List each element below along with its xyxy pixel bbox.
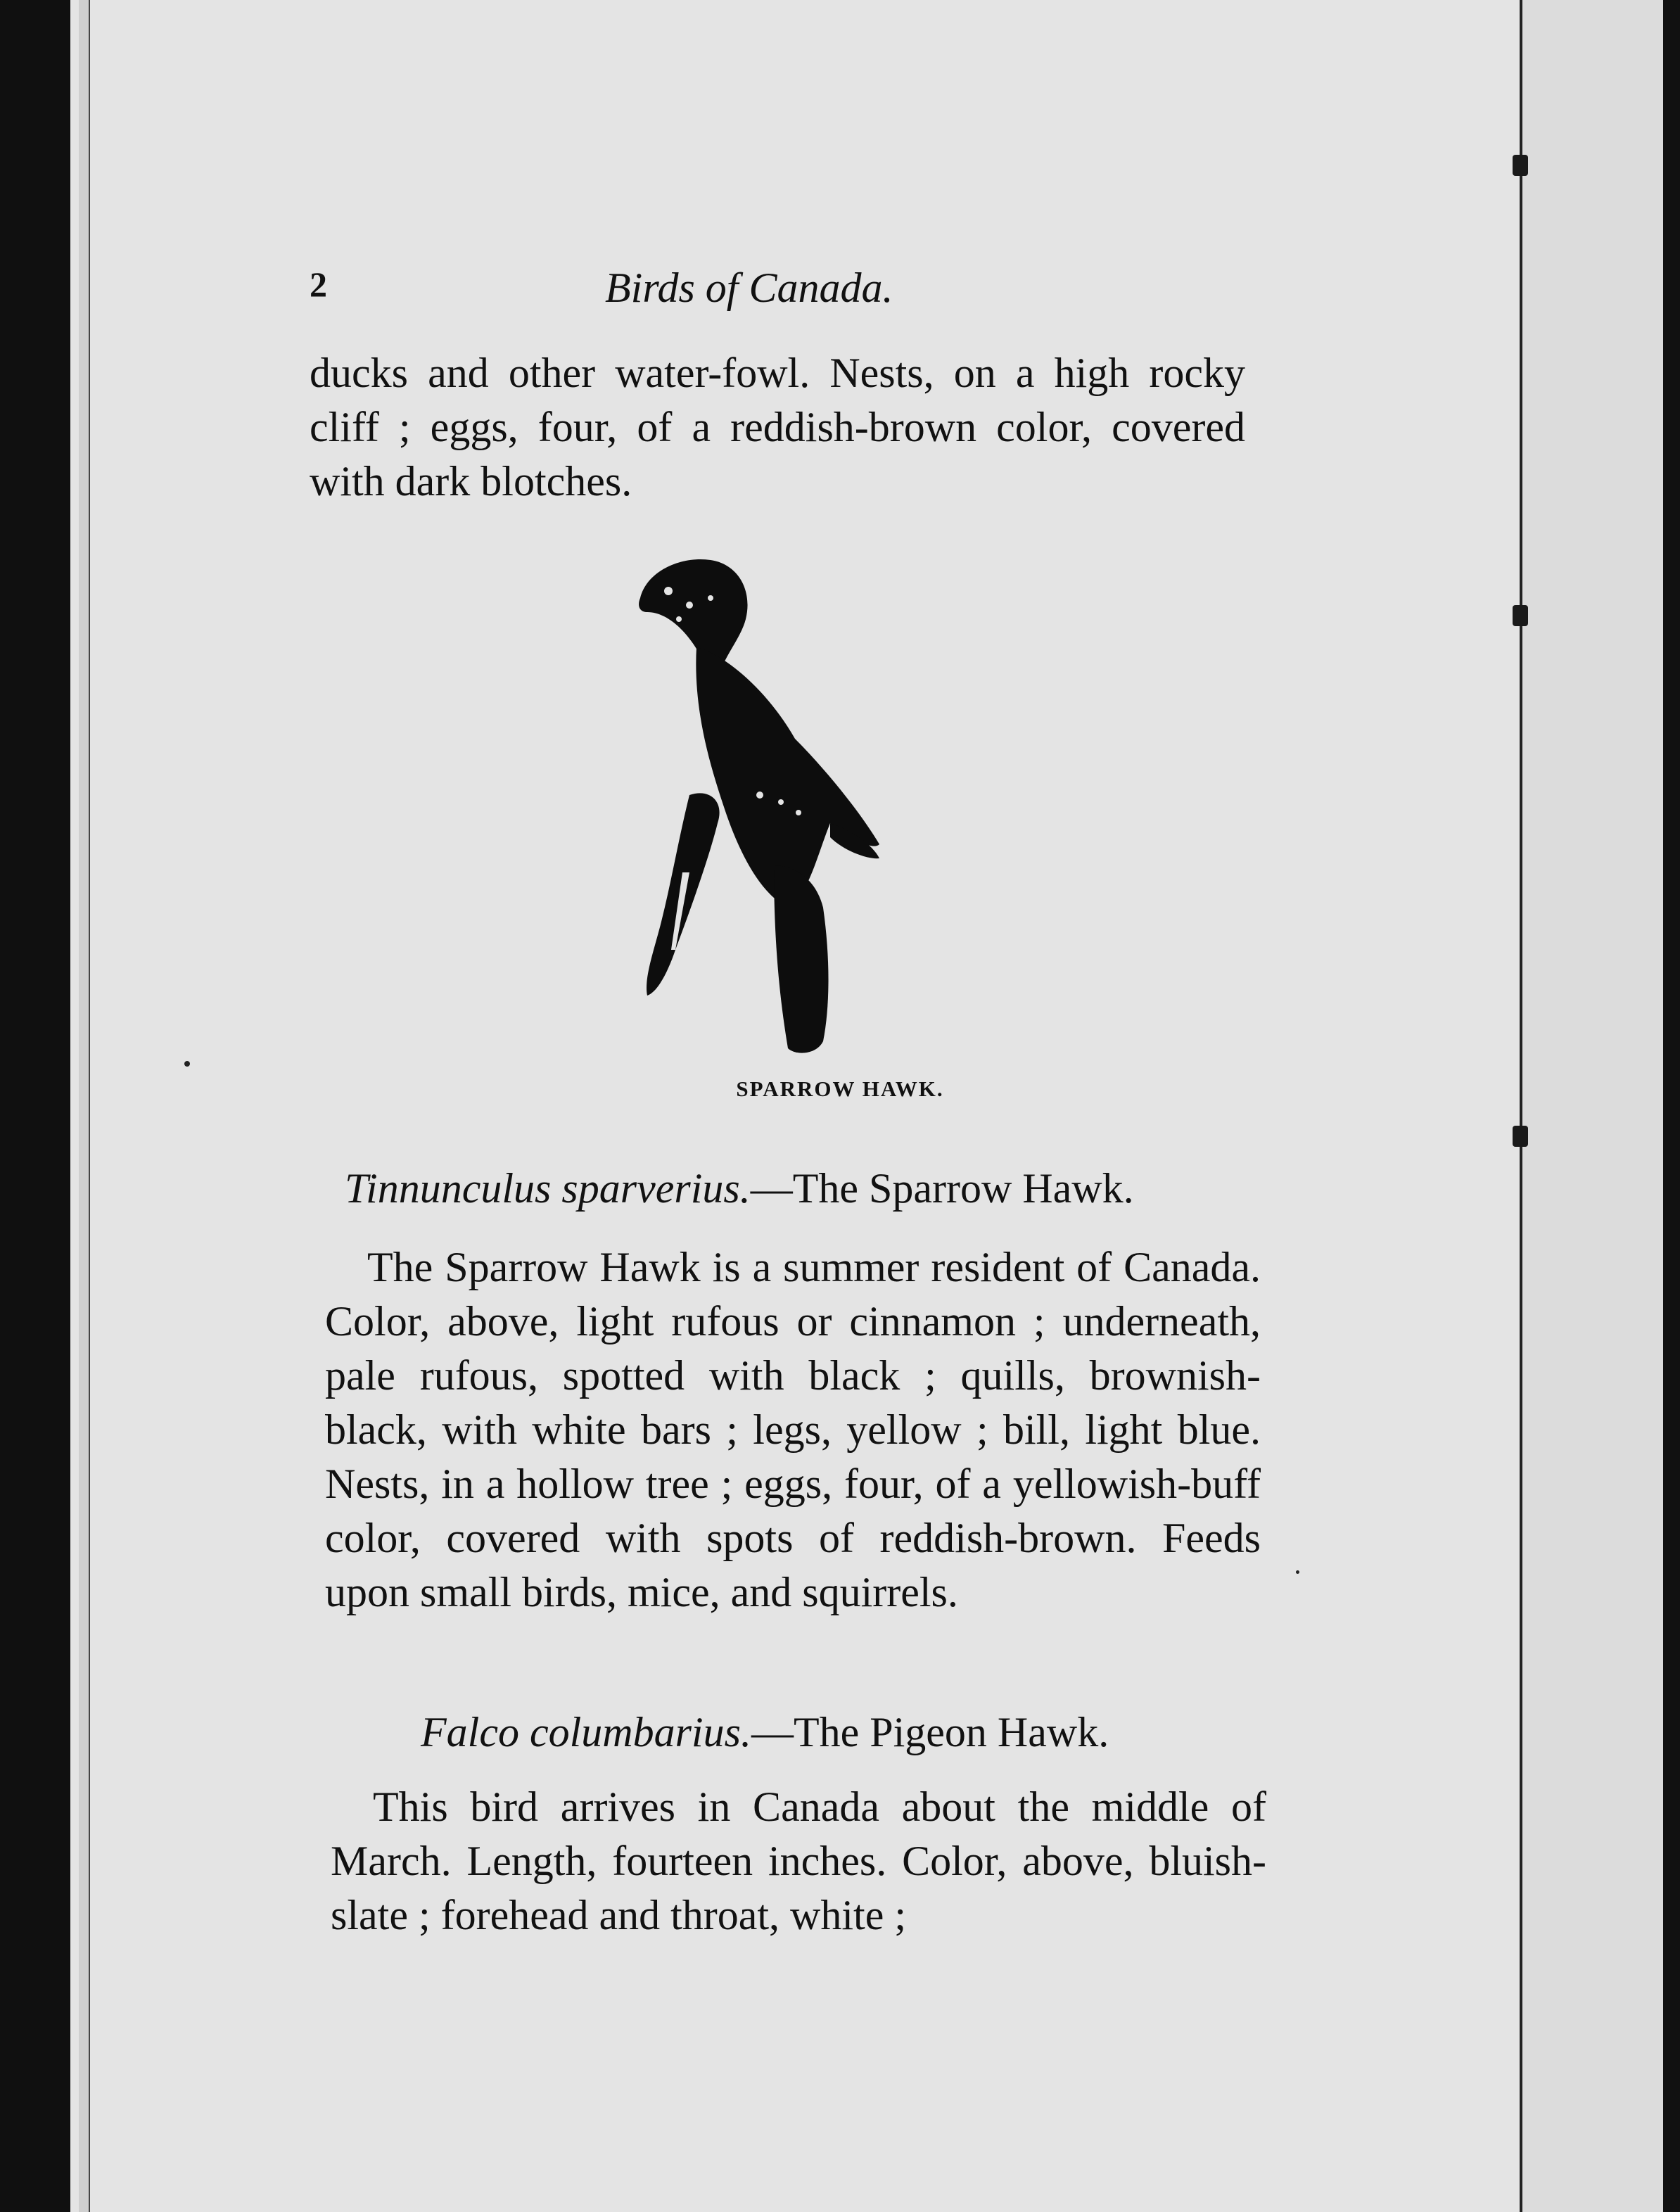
common-name: —The Pigeon Hawk. <box>751 1709 1109 1755</box>
scientific-name: Tinnunculus sparverius. <box>345 1165 751 1212</box>
hawk-head <box>639 559 748 661</box>
paragraph-continued: ducks and other water-fowl. Nests, on a high rocky cliff ; eggs, four, of a reddish-brown color, covered with dark blotches. <box>310 350 1245 504</box>
scan-right-border <box>1663 0 1680 2212</box>
species-heading <box>421 1708 1109 1757</box>
species-heading <box>345 1164 1134 1213</box>
facing-page-edge <box>1522 0 1680 2212</box>
scan-speck <box>184 1061 190 1067</box>
figure-caption: SPARROW HAWK. <box>736 1076 944 1101</box>
common-name: —The Sparrow Hawk. <box>750 1165 1134 1212</box>
scan-speck <box>1296 1570 1299 1574</box>
binding-mark <box>1513 1126 1528 1147</box>
sparrow-hawk-illustration <box>619 556 957 1062</box>
page-number: 2 <box>310 265 327 304</box>
species-description: This bird arrives in Canada about the middle of March. Length, fourteen inches. Color, above, bluish-slate ; forehead and throat, white ; <box>331 1784 1266 1938</box>
scientific-name: Falco columbarius. <box>421 1709 751 1755</box>
species-description: The Sparrow Hawk is a summer resident of Canada. Color, above, light rufous or cinnamon ; underneath, pale rufous, spotted with black ; quills, brownish-black, with white bars ; legs, yellow ; bill, light blue. Nests, in a hollow tree ; eggs, four, of a yellowish-buff color, covered with spots of reddish-brown. Feeds upon small birds, mice, and squirrels. <box>325 1244 1261 1615</box>
scan-left-border <box>0 0 70 2212</box>
page-edge <box>79 0 90 2212</box>
page-header <box>310 264 1238 320</box>
binding-mark <box>1513 155 1528 176</box>
hawk-tail <box>774 865 829 1053</box>
binding-mark <box>1513 605 1528 626</box>
running-title: Birds of Canada. <box>605 265 893 311</box>
